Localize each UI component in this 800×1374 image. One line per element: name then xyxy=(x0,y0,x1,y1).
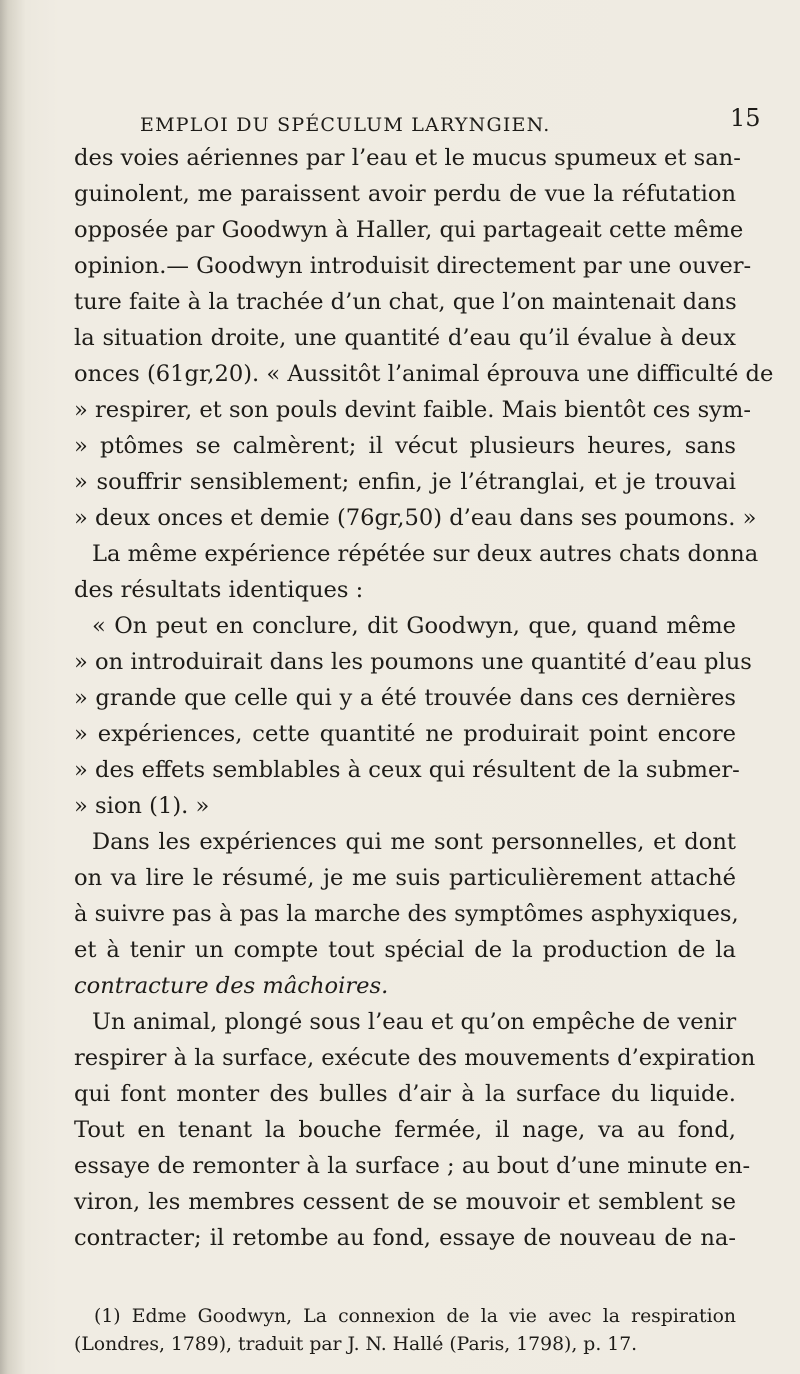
text-line: qui font monter des bulles d’air à la surface du liquide. xyxy=(74,1081,736,1107)
text-line: opposée par Goodwyn à Haller, qui partageait cette même xyxy=(74,217,744,243)
text-line: « On peut en conclure, dit Goodwyn, que, quand même xyxy=(92,613,736,639)
body-text xyxy=(74,140,774,1256)
text-line: » souffrir sensiblement; enfin, je l’étranglai, et je trouvai xyxy=(74,469,736,495)
text-line: Tout en tenant la bouche fermée, il nage, va au fond, xyxy=(74,1117,736,1143)
text-line: Dans les expériences qui me sont personnelles, et dont xyxy=(92,829,736,855)
text-line: contracter; il retombe au fond, essaye de nouveau de na- xyxy=(74,1225,736,1251)
text-line: onces (61gr,20). « Aussitôt l’animal éprouva une difficulté de xyxy=(74,361,774,387)
text-line: des résultats identiques : xyxy=(74,577,364,603)
text-line: et à tenir un compte tout spécial de la production de la xyxy=(74,937,736,963)
text-line: ture faite à la trachée d’un chat, que l’on maintenait dans xyxy=(74,289,737,315)
text-line: » des effets semblables à ceux qui résultent de la submer- xyxy=(74,757,740,783)
text-line: » deux onces et demie (76gr,50) d’eau dans ses poumons. » xyxy=(74,505,757,531)
text-line: » grande que celle qui y a été trouvée dans ces dernières xyxy=(74,685,736,711)
text-line: essaye de remonter à la surface ; au bout d’une minute en- xyxy=(74,1153,751,1179)
text-line: » ptômes se calmèrent; il vécut plusieurs heures, sans xyxy=(74,433,736,459)
text-line: on va lire le résumé, je me suis particulièrement attaché xyxy=(74,865,736,891)
text-line: guinolent, me paraissent avoir perdu de vue la réfutation xyxy=(74,181,736,207)
text-line: Un animal, plongé sous l’eau et qu’on empêche de venir xyxy=(92,1009,737,1035)
running-head: EMPLOI DU SPÉCULUM LARYNGIEN. xyxy=(140,114,551,136)
text-line: viron, les membres cessent de se mouvoir et semblent se xyxy=(74,1189,736,1215)
page-header xyxy=(0,104,800,144)
text-line: contracture des mâchoires. xyxy=(74,973,389,999)
text-line: respirer à la surface, exécute des mouvements d’expiration xyxy=(74,1045,756,1071)
text-line: opinion.— Goodwyn introduisit directement par une ouver- xyxy=(74,253,752,279)
footnotes xyxy=(74,1303,736,1359)
footnote-line: (Londres, 1789), traduit par J. N. Hallé (Paris, 1798), p. 17. xyxy=(74,1334,638,1355)
text-line: à suivre pas à pas la marche des symptômes asphyxiques, xyxy=(74,901,739,927)
text-line: » respirer, et son pouls devint faible. Mais bientôt ces sym- xyxy=(74,397,751,423)
text-line: » on introduirait dans les poumons une quantité d’eau plus xyxy=(74,649,752,675)
text-line: la situation droite, une quantité d’eau qu’il évalue à deux xyxy=(74,325,736,351)
page-number: 15 xyxy=(730,104,761,132)
text-line: » expériences, cette quantité ne produirait point encore xyxy=(74,721,736,747)
text-line: des voies aériennes par l’eau et le mucus spumeux et san- xyxy=(74,145,741,171)
text-line: La même expérience répétée sur deux autres chats donna xyxy=(92,541,759,567)
footnote-line: (1) Edme Goodwyn, La connexion de la vie avec la respiration xyxy=(94,1306,736,1327)
text-line: » sion (1). » xyxy=(74,793,210,819)
